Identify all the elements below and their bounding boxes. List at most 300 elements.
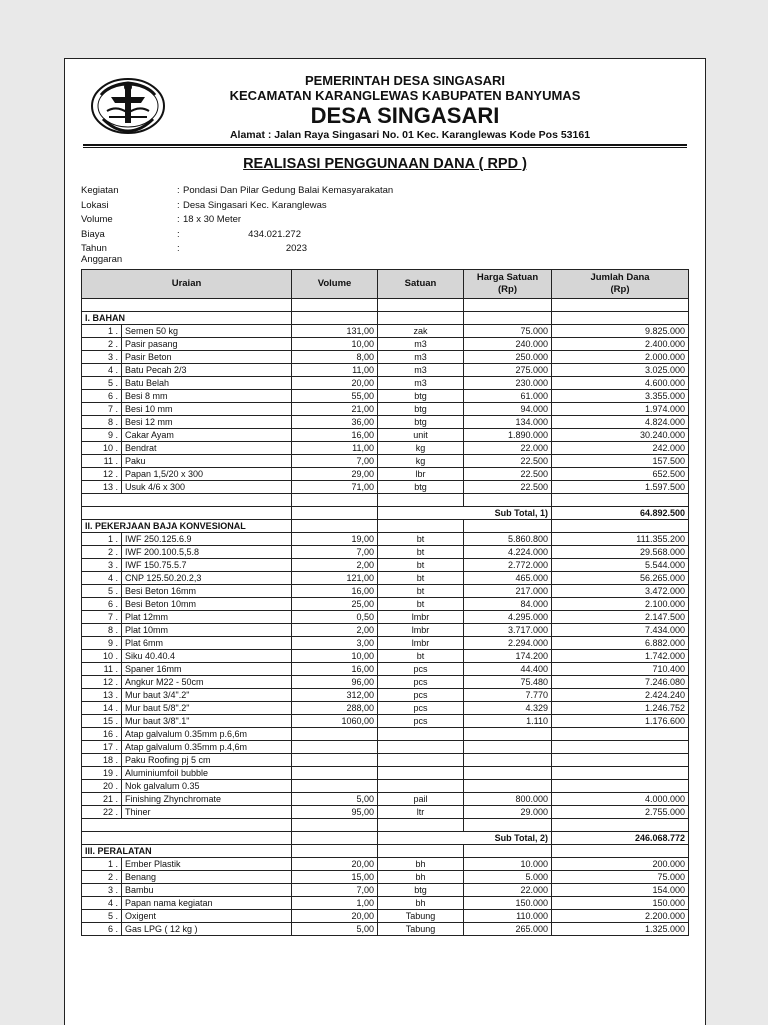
- table-row: [82, 455, 689, 468]
- table-row: [82, 429, 689, 442]
- item-unit-price: 4.224.000: [464, 546, 552, 559]
- empty-cell: [464, 845, 552, 858]
- table-row: [82, 702, 689, 715]
- empty-cell: [292, 507, 378, 520]
- item-unit-price: [464, 754, 552, 767]
- item-number: 9 .: [82, 429, 122, 442]
- item-number: 1 .: [82, 533, 122, 546]
- item-volume: [292, 780, 378, 793]
- item-volume: 312,00: [292, 689, 378, 702]
- item-total: 3.025.000: [552, 364, 689, 377]
- item-number: 16 .: [82, 728, 122, 741]
- item-name: Ember Plastik: [122, 858, 292, 871]
- item-unit-price: 110.000: [464, 910, 552, 923]
- subtotal-row: [82, 832, 689, 845]
- item-total: 2.400.000: [552, 338, 689, 351]
- spacer-cell: [378, 494, 464, 507]
- item-name: Usuk 4/6 x 300: [122, 481, 292, 494]
- item-number: 5 .: [82, 585, 122, 598]
- empty-cell: [552, 845, 689, 858]
- item-unit: lmbr: [378, 611, 464, 624]
- item-unit: bt: [378, 650, 464, 663]
- item-number: 14 .: [82, 702, 122, 715]
- table-row: [82, 884, 689, 897]
- item-total: 1.246.752: [552, 702, 689, 715]
- item-total: 2.147.500: [552, 611, 689, 624]
- item-volume: 10,00: [292, 650, 378, 663]
- item-total: 7.434.000: [552, 624, 689, 637]
- item-total: 3.355.000: [552, 390, 689, 403]
- item-unit: lbr: [378, 468, 464, 481]
- item-unit-price: [464, 767, 552, 780]
- volume-label: Volume: [81, 214, 113, 225]
- item-total: [552, 754, 689, 767]
- spacer-row: [82, 819, 689, 832]
- table-row: [82, 806, 689, 819]
- item-name: Paku Roofing pj 5 cm: [122, 754, 292, 767]
- item-number: 22 .: [82, 806, 122, 819]
- empty-cell: [82, 507, 292, 520]
- table-row: [82, 377, 689, 390]
- lokasi-value: Desa Singasari Kec. Karanglewas: [183, 199, 327, 211]
- table-row: [82, 676, 689, 689]
- item-number: 11 .: [82, 663, 122, 676]
- item-unit-price: 134.000: [464, 416, 552, 429]
- item-name: Cakar Ayam: [122, 429, 292, 442]
- item-unit: bt: [378, 546, 464, 559]
- table-row: [82, 351, 689, 364]
- section-title: II. PEKERJAAN BAJA KONVESIONAL: [82, 520, 292, 533]
- spacer-cell: [464, 494, 552, 507]
- item-volume: 55,00: [292, 390, 378, 403]
- item-volume: 2,00: [292, 559, 378, 572]
- item-volume: [292, 767, 378, 780]
- item-total: [552, 741, 689, 754]
- item-unit: Tabung: [378, 923, 464, 936]
- section-title-row: [82, 312, 689, 325]
- item-total: 4.000.000: [552, 793, 689, 806]
- item-unit-price: 94.000: [464, 403, 552, 416]
- table-row: [82, 910, 689, 923]
- item-total: 30.240.000: [552, 429, 689, 442]
- item-volume: 16,00: [292, 585, 378, 598]
- item-total: 2.200.000: [552, 910, 689, 923]
- item-volume: 20,00: [292, 377, 378, 390]
- item-number: 20 .: [82, 780, 122, 793]
- table-row: [82, 403, 689, 416]
- item-unit: [378, 780, 464, 793]
- table-row: [82, 871, 689, 884]
- item-total: 7.246.080: [552, 676, 689, 689]
- empty-cell: [378, 845, 464, 858]
- header-satuan: Satuan: [378, 270, 464, 299]
- subtotal-value: 64.892.500: [552, 507, 689, 520]
- item-number: 10 .: [82, 442, 122, 455]
- item-volume: 96,00: [292, 676, 378, 689]
- item-total: 1.974.000: [552, 403, 689, 416]
- table-row: [82, 689, 689, 702]
- item-volume: 25,00: [292, 598, 378, 611]
- item-unit: bt: [378, 598, 464, 611]
- empty-cell: [464, 520, 552, 533]
- item-number: 5 .: [82, 910, 122, 923]
- item-name: Plat 12mm: [122, 611, 292, 624]
- subtotal-label: Sub Total, 1): [378, 507, 552, 520]
- item-volume: 16,00: [292, 663, 378, 676]
- table-row: [82, 715, 689, 728]
- item-number: 18 .: [82, 754, 122, 767]
- spacer-row: [82, 494, 689, 507]
- item-unit: [378, 741, 464, 754]
- item-total: 5.544.000: [552, 559, 689, 572]
- tahun-value: 2023: [285, 243, 307, 254]
- item-name: Aluminiumfoil bubble: [122, 767, 292, 780]
- item-name: Spaner 16mm: [122, 663, 292, 676]
- empty-cell: [378, 312, 464, 325]
- item-volume: 95,00: [292, 806, 378, 819]
- header-uraian: Uraian: [82, 270, 292, 299]
- table-row: [82, 650, 689, 663]
- item-volume: 29,00: [292, 468, 378, 481]
- item-volume: 288,00: [292, 702, 378, 715]
- item-number: 11 .: [82, 455, 122, 468]
- item-volume: 10,00: [292, 338, 378, 351]
- item-volume: 5,00: [292, 793, 378, 806]
- item-unit: lmbr: [378, 637, 464, 650]
- item-unit-price: 465.000: [464, 572, 552, 585]
- item-number: 21 .: [82, 793, 122, 806]
- item-number: 17 .: [82, 741, 122, 754]
- table-row: [82, 572, 689, 585]
- item-unit: ltr: [378, 806, 464, 819]
- header-volume: Volume: [292, 270, 378, 299]
- table-row: [82, 481, 689, 494]
- item-unit: m3: [378, 338, 464, 351]
- item-name: Mur baut 3/4".2": [122, 689, 292, 702]
- item-unit-price: 2.294.000: [464, 637, 552, 650]
- item-unit-price: [464, 741, 552, 754]
- item-unit: kg: [378, 455, 464, 468]
- table-row: [82, 585, 689, 598]
- item-total: 2.100.000: [552, 598, 689, 611]
- kegiatan-label: Kegiatan: [81, 185, 119, 196]
- table-row: [82, 533, 689, 546]
- item-unit-price: 174.200: [464, 650, 552, 663]
- item-name: IWF 150.75.5.7: [122, 559, 292, 572]
- table-row: [82, 923, 689, 936]
- item-total: [552, 767, 689, 780]
- item-name: IWF 200.100.5,5.8: [122, 546, 292, 559]
- item-name: Besi 10 mm: [122, 403, 292, 416]
- item-unit: m3: [378, 364, 464, 377]
- item-number: 6 .: [82, 598, 122, 611]
- item-number: 3 .: [82, 884, 122, 897]
- item-total: 1.742.000: [552, 650, 689, 663]
- item-total: 6.882.000: [552, 637, 689, 650]
- item-number: 13 .: [82, 689, 122, 702]
- item-unit-price: 4.329: [464, 702, 552, 715]
- item-volume: 16,00: [292, 429, 378, 442]
- item-unit: zak: [378, 325, 464, 338]
- spacer-cell: [464, 819, 552, 832]
- table-row: [82, 546, 689, 559]
- item-unit-price: 75.000: [464, 325, 552, 338]
- item-number: 1 .: [82, 858, 122, 871]
- item-total: 9.825.000: [552, 325, 689, 338]
- item-unit: btg: [378, 884, 464, 897]
- item-unit-price: 275.000: [464, 364, 552, 377]
- item-unit-price: 800.000: [464, 793, 552, 806]
- table-row: [82, 663, 689, 676]
- item-unit-price: 22.000: [464, 442, 552, 455]
- item-unit-price: 84.000: [464, 598, 552, 611]
- table-row: [82, 858, 689, 871]
- item-unit-price: 22.500: [464, 481, 552, 494]
- item-total: 2.000.000: [552, 351, 689, 364]
- item-unit-price: 44.400: [464, 663, 552, 676]
- item-name: Siku 40.40.4: [122, 650, 292, 663]
- item-total: 157.500: [552, 455, 689, 468]
- item-unit-price: 10.000: [464, 858, 552, 871]
- item-volume: 11,00: [292, 442, 378, 455]
- item-number: 2 .: [82, 338, 122, 351]
- item-unit: [378, 754, 464, 767]
- item-total: 2.424.240: [552, 689, 689, 702]
- table-row: [82, 624, 689, 637]
- item-name: Mur baut 5/8".2": [122, 702, 292, 715]
- item-name: Nok galvalum 0.35: [122, 780, 292, 793]
- item-unit-price: 22.500: [464, 468, 552, 481]
- item-total: 242.000: [552, 442, 689, 455]
- spacer-cell: [292, 299, 378, 312]
- table-row: [82, 559, 689, 572]
- item-total: 710.400: [552, 663, 689, 676]
- item-total: 29.568.000: [552, 546, 689, 559]
- item-volume: 19,00: [292, 533, 378, 546]
- document-title: REALISASI PENGGUNAAN DANA ( RPD ): [243, 156, 527, 172]
- item-volume: 7,00: [292, 546, 378, 559]
- item-number: 12 .: [82, 468, 122, 481]
- item-name: Papan nama kegiatan: [122, 897, 292, 910]
- item-total: 111.355.200: [552, 533, 689, 546]
- spacer-cell: [464, 299, 552, 312]
- table-row: [82, 338, 689, 351]
- item-volume: 15,00: [292, 871, 378, 884]
- table-row: [82, 793, 689, 806]
- item-unit: bt: [378, 585, 464, 598]
- item-volume: 36,00: [292, 416, 378, 429]
- item-name: Plat 6mm: [122, 637, 292, 650]
- item-name: Besi Beton 10mm: [122, 598, 292, 611]
- item-unit-price: 75.480: [464, 676, 552, 689]
- item-volume: 1,00: [292, 897, 378, 910]
- header-government: PEMERINTAH DESA SINGASARI: [304, 73, 506, 88]
- item-unit-price: [464, 780, 552, 793]
- item-name: Bendrat: [122, 442, 292, 455]
- item-number: 6 .: [82, 923, 122, 936]
- item-number: 2 .: [82, 871, 122, 884]
- spacer-cell: [552, 494, 689, 507]
- section-title: I. BAHAN: [82, 312, 292, 325]
- section-title: III. PERALATAN: [82, 845, 292, 858]
- biaya-label: Biaya: [81, 228, 105, 240]
- item-name: Paku: [122, 455, 292, 468]
- item-total: [552, 728, 689, 741]
- item-name: Besi Beton 16mm: [122, 585, 292, 598]
- item-number: 4 .: [82, 572, 122, 585]
- table-row: [82, 442, 689, 455]
- empty-cell: [82, 832, 292, 845]
- spacer-cell: [378, 819, 464, 832]
- item-unit: [378, 728, 464, 741]
- table-row: [82, 741, 689, 754]
- item-name: Batu Belah: [122, 377, 292, 390]
- item-volume: 5,00: [292, 923, 378, 936]
- table-row: [82, 897, 689, 910]
- item-number: 5 .: [82, 377, 122, 390]
- header-jumlah-dana: Jumlah Dana (Rp): [552, 270, 689, 299]
- table-row: [82, 416, 689, 429]
- lokasi-label: Lokasi: [81, 199, 109, 211]
- item-volume: 71,00: [292, 481, 378, 494]
- item-unit-price: 250.000: [464, 351, 552, 364]
- item-total: 4.824.000: [552, 416, 689, 429]
- item-unit: pcs: [378, 689, 464, 702]
- item-unit-price: 29.000: [464, 806, 552, 819]
- item-number: 4 .: [82, 897, 122, 910]
- item-unit: m3: [378, 377, 464, 390]
- item-number: 8 .: [82, 416, 122, 429]
- document-page: PEMERINTAH DESA SINGASARI KECAMATAN KARANGLEWAS KABUPATEN BANYUMAS DESA SINGASARI Alamat : Jalan Raya Singasari No. 01 Kec. Karanglewas Kode Pos 53161 REALISASI PENGGUNAAN DANA ( RPD ) Kegiatan : Pondasi Dan Pilar Gedung Balai Kemasyarakatan Lokasi : Desa Singasari Kec. Karanglewas Volume : 18 x 30 Meter Biaya : 434.021.272 Tahun Anggaran : 2023 Uraian Volume Satuan Harga Satuan (Rp) Jumlah Dana (Rp) I. BAHAN 1 . Semen 50 kg 131,00 zak 75.000 9.825.000 2 . Pasir pasang 10,00 m3 240.000 2.400.000 3 . Pasir Beton 8,00 m3 250.000 2.000.000 4 . Batu Pecah 2/3 11,00 m3 275.000 3.025.000 5 . Batu Belah 20,00 m3 230.000 4.600.000 6 . Besi 8 mm 55,00 btg 61.000 3.355.000 7 . Besi 10 mm 21,00 btg 94.000 1.974.000 8 . Besi 12 mm 36,00 btg 134.000 4.824.000 9 . Cakar Ayam 16,00 unit 1.890.000 30.240.000 10 . Bendrat 11,00 kg 22.000 242.000 11 . Paku 7,00 kg 22.500 157.500 12 . Papan 1,5/20 x 300 29,00 lbr 22.500 652.500 13 . Usuk 4/6 x 300 71,00 btg 22.500 1.597.500 Sub Total, 1) 64.892.500 II. PEKERJAAN BAJA KONVESIONAL 1 . IWF 250.125.6.9 19,00 bt 5.860.800 111.355.200 2 . IWF 200.100.5,5.8 7,00 bt 4.224.000 29.568.000 3 . IWF 150.75.5.7 2,00 bt 2.772.000 5.544.000 4 . CNP 125.50.20.2,3 121,00 bt 465.000 56.265.000 5 . Besi Beton 16mm 16,00 bt 217.000 3.472.000 6 . Besi Beton 10mm 25,00 bt 84.000 2.100.000 7 . Plat 12mm 0,50 lmbr 4.295.000 2.147.500 8 . Plat 10mm 2,00 lmbr 3.717.000 7.434.000 9 . Plat 6mm 3,00 lmbr 2.294.000 6.882.000 10 . Siku 40.40.4 10,00 bt 174.200 1.742.000 11 . Spaner 16mm 16,00 pcs 44.400 710.400 12 . Angkur M22 - 50cm 96,00 pcs 75.480 7.246.080 13 . Mur baut 3/4".2" 312,00 pcs 7.770 2.424.240 14 . Mur baut 5/8".2" 288,00 pcs 4.329 1.246.752 15 . Mur baut 3/8".1" 1060,00 pcs 1.110 1.176.600 16 . Atap galvalum 0.35mm p.6,6m 17 . Atap galvalum 0.35mm p.4,6m 18 . Paku Roofing pj 5 cm 19 . Aluminiumfoil bubble 20 . Nok galvalum 0.35 21 . Finishing Zhynchromate 5,00 pail 800.000 4.000.000 22 . Thiner 95,00 ltr 29.000 2.755.000 Sub Total, 2) 246.068.772 III. PERALATAN 1 . Ember Plastik 20,00 bh 10.000 200.000 2 . Benang 15,00 bh 5.000 75.000 3 . Bambu 7,00 btg 22.000 154.000 4 . Papan nama kegiatan 1,00 bh 150.000 150.000 5 . Oxigent 20,00 Tabung 110.000 2.200.000 6 . Gas LPG ( 12 kg ) 5,00 Tabung 265.000 1.325.000: [64, 58, 706, 1025]
- item-number: 15 .: [82, 715, 122, 728]
- spacer-cell: [82, 494, 292, 507]
- item-number: 10 .: [82, 650, 122, 663]
- spacer-cell: [552, 819, 689, 832]
- item-unit: bt: [378, 559, 464, 572]
- item-unit: kg: [378, 442, 464, 455]
- item-name: Atap galvalum 0.35mm p.6,6m: [122, 728, 292, 741]
- spacer-cell: [378, 299, 464, 312]
- item-number: 8 .: [82, 624, 122, 637]
- item-name: Benang: [122, 871, 292, 884]
- item-unit-price: 5.860.800: [464, 533, 552, 546]
- empty-cell: [292, 845, 378, 858]
- biaya-value: 434.021.272: [248, 228, 301, 240]
- item-total: 150.000: [552, 897, 689, 910]
- item-name: Besi 8 mm: [122, 390, 292, 403]
- item-unit: btg: [378, 416, 464, 429]
- item-unit: Tabung: [378, 910, 464, 923]
- item-name: Mur baut 3/8".1": [122, 715, 292, 728]
- table-row: [82, 728, 689, 741]
- item-volume: 21,00: [292, 403, 378, 416]
- table-row: [82, 767, 689, 780]
- item-number: 7 .: [82, 611, 122, 624]
- item-volume: 7,00: [292, 455, 378, 468]
- item-name: CNP 125.50.20.2,3: [122, 572, 292, 585]
- item-unit-price: 4.295.000: [464, 611, 552, 624]
- spacer-cell: [292, 819, 378, 832]
- item-volume: 20,00: [292, 910, 378, 923]
- item-total: 56.265.000: [552, 572, 689, 585]
- item-total: 2.755.000: [552, 806, 689, 819]
- empty-cell: [292, 832, 378, 845]
- table-row: [82, 754, 689, 767]
- item-unit: m3: [378, 351, 464, 364]
- item-number: 9 .: [82, 637, 122, 650]
- item-total: 3.472.000: [552, 585, 689, 598]
- header-district: KECAMATAN KARANGLEWAS KABUPATEN BANYUMAS: [229, 88, 581, 103]
- item-unit-price: 5.000: [464, 871, 552, 884]
- item-unit-price: 61.000: [464, 390, 552, 403]
- budget-table: [81, 269, 689, 936]
- item-number: 19 .: [82, 767, 122, 780]
- table-row: [82, 390, 689, 403]
- header-village: DESA SINGASARI: [310, 103, 500, 128]
- item-name: Finishing Zhynchromate: [122, 793, 292, 806]
- item-unit: bt: [378, 572, 464, 585]
- empty-cell: [292, 312, 378, 325]
- header-harga-satuan: Harga Satuan (Rp): [464, 270, 552, 299]
- table-row: [82, 598, 689, 611]
- item-volume: 1060,00: [292, 715, 378, 728]
- item-total: 4.600.000: [552, 377, 689, 390]
- volume-value: 18 x 30 Meter: [183, 214, 242, 225]
- spacer-row: [82, 299, 689, 312]
- item-number: 13 .: [82, 481, 122, 494]
- table-row: [82, 780, 689, 793]
- item-number: 4 .: [82, 364, 122, 377]
- item-number: 7 .: [82, 403, 122, 416]
- item-total: 1.597.500: [552, 481, 689, 494]
- item-unit: btg: [378, 403, 464, 416]
- table-row: [82, 468, 689, 481]
- spacer-cell: [552, 299, 689, 312]
- item-volume: 3,00: [292, 637, 378, 650]
- item-unit-price: 7.770: [464, 689, 552, 702]
- spacer-cell: [82, 299, 292, 312]
- item-name: Papan 1,5/20 x 300: [122, 468, 292, 481]
- item-unit: pail: [378, 793, 464, 806]
- item-unit-price: 150.000: [464, 897, 552, 910]
- empty-cell: [464, 312, 552, 325]
- empty-cell: [292, 520, 378, 533]
- item-volume: [292, 741, 378, 754]
- item-volume: 121,00: [292, 572, 378, 585]
- item-name: Bambu: [122, 884, 292, 897]
- section-title-row: [82, 520, 689, 533]
- item-volume: 11,00: [292, 364, 378, 377]
- spacer-cell: [292, 494, 378, 507]
- item-name: Plat 10mm: [122, 624, 292, 637]
- item-unit: btg: [378, 390, 464, 403]
- item-number: 3 .: [82, 559, 122, 572]
- item-unit-price: 230.000: [464, 377, 552, 390]
- item-unit: pcs: [378, 715, 464, 728]
- item-volume: 0,50: [292, 611, 378, 624]
- item-name: Angkur M22 - 50cm: [122, 676, 292, 689]
- item-unit-price: 240.000: [464, 338, 552, 351]
- table-row: [82, 611, 689, 624]
- item-volume: 131,00: [292, 325, 378, 338]
- table-body: [82, 299, 689, 936]
- item-total: 154.000: [552, 884, 689, 897]
- header-address: Alamat : Jalan Raya Singasari No. 01 Kec. Karanglewas Kode Pos 53161: [229, 129, 591, 141]
- kegiatan-value: Pondasi Dan Pilar Gedung Balai Kemasyarakatan: [183, 185, 394, 196]
- item-unit-price: 22.000: [464, 884, 552, 897]
- item-volume: [292, 728, 378, 741]
- item-unit: bh: [378, 871, 464, 884]
